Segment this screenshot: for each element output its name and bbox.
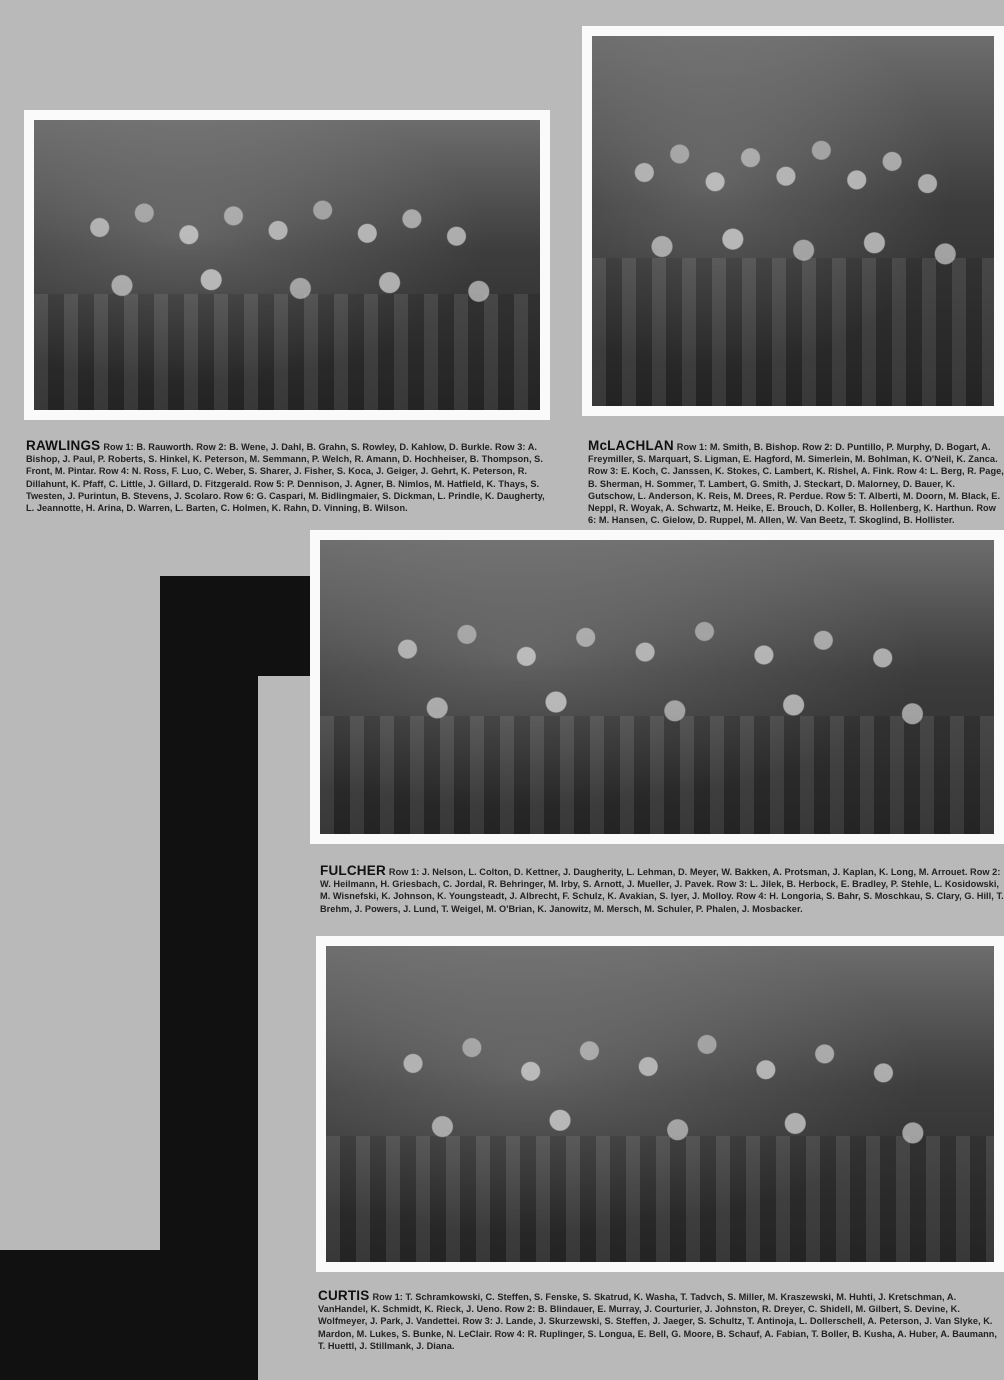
- curtis-group-photo: [316, 936, 1004, 1272]
- mclachlan-roster: Row 1: M. Smith, B. Bishop. Row 2: D. Puntillo, P. Murphy, D. Bogart, A. Freymiller, S. Marquart, S. Ligman, E. Hagford, M. Simerlein, M. Bohlman, K. O'Neil, K. Zanca. Row 3: E. Koch, C. Janssen, K. Stokes, C. Lambert, K. Rishel, A. Fink. Row 4: L. Berg, R. Page, B. Sherman, H. Sommer, T. Lambert, G. Smith, J. Steckart, D. Malorney, D. Bauer, K. Gutschow, L. Anderson, K. Reis, M. Drees, R. Perdue. Row 5: T. Alberti, M. Doorn, M. Black, E. Neppl, R. Woyak, A. Schwartz, M. Heike, E. Brouch, D. Koller, B. Hollenberg, K. Harthun. Row 6: M. Hansen, C. Gielow, D. Ruppel, M. Allen, W. Van Beetz, T. Skoglind, B. Hollister.: [588, 442, 1004, 526]
- rawlings-photo-image: [34, 120, 540, 410]
- rawlings-house-name: RAWLINGS: [26, 438, 101, 453]
- mclachlan-house-name: McLACHLAN: [588, 438, 674, 453]
- rawlings-group-photo: [24, 110, 550, 420]
- fulcher-group-photo: [310, 530, 1004, 844]
- section-letter-block-top: [160, 576, 312, 676]
- mclachlan-group-photo: [582, 26, 1004, 416]
- fulcher-photo-image: [320, 540, 994, 834]
- curtis-photo-image: [326, 946, 994, 1262]
- rawlings-roster: Row 1: B. Rauworth. Row 2: B. Wene, J. Dahl, B. Grahn, S. Rowley, D. Kahlow, D. Burkle. Row 3: A. Bishop, J. Paul, P. Roberts, S. Hinkel, K. Peterson, M. Semmann, P. Welch, R. Amann, D. Hochheiser, B. Thompson, S. Front, M. Pintar. Row 4: N. Ross, F. Luo, C. Weber, S. Sharer, J. Fisher, S. Koca, J. Geiger, J. Gehrt, K. Peterson, R. Dillahunt, K. Pfaff, C. Little, J. Gillard, D. Fitzgerald. Row 5: P. Dennison, J. Agner, B. Nimlos, M. Hatfield, K. Thays, S. Twesten, J. Purintun, B. Stevens, J. Scolaro. Row 6: G. Caspari, M. Bidlingmaier, S. Dickman, L. Prindle, K. Daugherty, L. Jeannotte, H. Arina, D. Warren, L. Barten, C. Holmen, K. Rahn, D. Vinning, B. Wilson.: [26, 442, 545, 514]
- curtis-roster: Row 1: T. Schramkowski, C. Steffen, S. Fenske, S. Skatrud, K. Washa, T. Tadvch, S. Miller, M. Kraszewski, M. Huhti, J. Kretschman, A. VanHandel, K. Schmidt, K. Rieck, J. Ueno. Row 2: B. Blindauer, E. Murray, J. Courturier, J. Johnston, R. Dreyer, C. Shidell, M. Gilbert, S. Devine, K. Wolfmeyer, J. Park, J. Vandettei. Row 3: J. Lande, J. Skurzewski, S. Steffen, J. Jaeger, S. Schultz, T. Antinoja, L. Dollerschell, A. Peterson, J. Van Slyke, K. Mardon, M. Lukes, S. Bunke, N. LeClair. Row 4: R. Ruplinger, S. Longua, E. Bell, G. Moore, B. Schauf, A. Fabian, T. Boller, B. Kusha, A. Huber, A. Baumann, T. Huettl, J. Stillmank, J. Diana.: [318, 1292, 998, 1351]
- section-letter-block-foot: [0, 1250, 258, 1380]
- rawlings-caption: [26, 440, 546, 514]
- fulcher-house-name: FULCHER: [320, 863, 386, 878]
- mclachlan-caption: [588, 440, 1004, 526]
- mclachlan-photo-image: [592, 36, 994, 406]
- fulcher-roster: Row 1: J. Nelson, L. Colton, D. Kettner, J. Daugherity, L. Lehman, D. Meyer, W. Bakken, A. Protsman, J. Kaplan, K. Long, M. Arrouet. Row 2: W. Heilmann, H. Griesbach, C. Jordal, R. Behringer, M. Irby, S. Arnott, J. Mueller, J. Pavek. Row 3: L. Jilek, B. Herbock, E. Bradley, P. Stehle, L. Kosidowski, M. Wisnefski, K. Johnson, K. Youngsteadt, J. Albrecht, F. Schulz, K. Avakian, S. Iyer, J. Molloy. Row 4: H. Longoria, S. Bahr, S. Moschkau, S. Clary, G. Hill, T. Brehm, J. Powers, J. Lund, T. Weigel, M. O'Brian, K. Janowitz, M. Mersch, M. Schuler, P. Phalen, J. Mosbacker.: [320, 867, 1004, 914]
- curtis-caption: [318, 1290, 1004, 1352]
- curtis-house-name: CURTIS: [318, 1288, 370, 1303]
- fulcher-caption: [320, 865, 1004, 915]
- section-title: WITTE: [179, 858, 265, 1093]
